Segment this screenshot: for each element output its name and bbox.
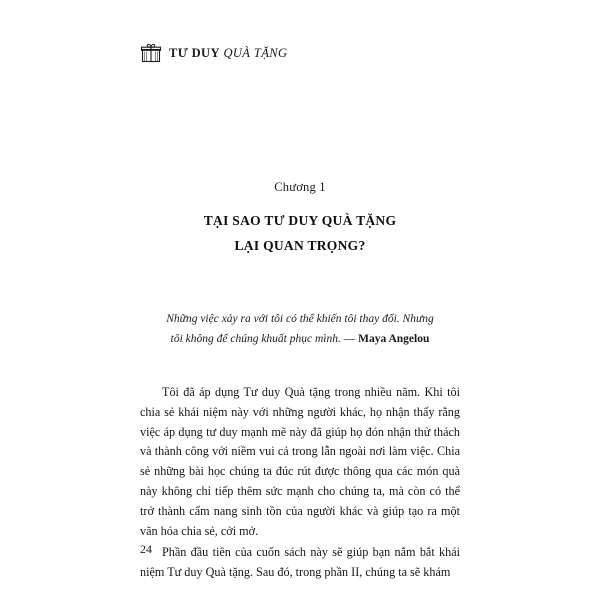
epigraph-quote-end: tôi không để chúng khuất phục mình. (170, 333, 341, 346)
brand-italic-text: QUÀ TẶNG (223, 45, 288, 60)
body-paragraph-1: Tôi đã áp dụng Tư duy Quà tặng trong nhiều năm. Khi tôi chia sẻ khái niệm này với những người khác, họ nhận thấy rằng việc áp dụng tư duy mạnh mẽ này đã giúp họ đón nhận thử thách và thành công với niềm vui cả trong lẫn ngoài nơi làm việc. Chia sẻ những bài học chúng ta đúc rút được thông qua các món quà này không chỉ tiếp thêm sức mạnh cho chúng ta, mà còn có thể trở thành cẩm nang sinh tồn của người khác và giúp tạo ra một văn hóa chia sẻ, cởi mở. (140, 385, 460, 538)
epigraph-line-1: Những việc xảy ra với tôi có thể khiến tôi thay đổi. Nhưng (166, 312, 434, 325)
brand-bold-text: TƯ DUY (169, 45, 220, 60)
gift-box-icon (140, 42, 162, 64)
chapter-title-line-1: TẠI SAO TƯ DUY QUÀ TẶNG (203, 213, 397, 228)
epigraph-line-2 (140, 329, 460, 349)
chapter-title-line-2: LẠI QUAN TRỌNG? (234, 237, 366, 253)
page-number: 24 (140, 542, 152, 556)
epigraph (140, 309, 460, 349)
epigraph-attribution: Maya Angelou (358, 333, 430, 346)
page-header (140, 42, 287, 64)
body-paragraph-2: Phần đầu tiên của cuốn sách này sẽ giúp bạn nắm bắt khái niệm Tư duy Quà tặng. Sau đó, trong phần II, chúng ta sẽ khám (140, 545, 460, 580)
epigraph-dash: — (340, 333, 359, 346)
chapter-title (140, 209, 460, 259)
brand-wordmark (169, 46, 287, 61)
page-content (140, 180, 460, 583)
chapter-label: Chương 1 (274, 180, 326, 194)
